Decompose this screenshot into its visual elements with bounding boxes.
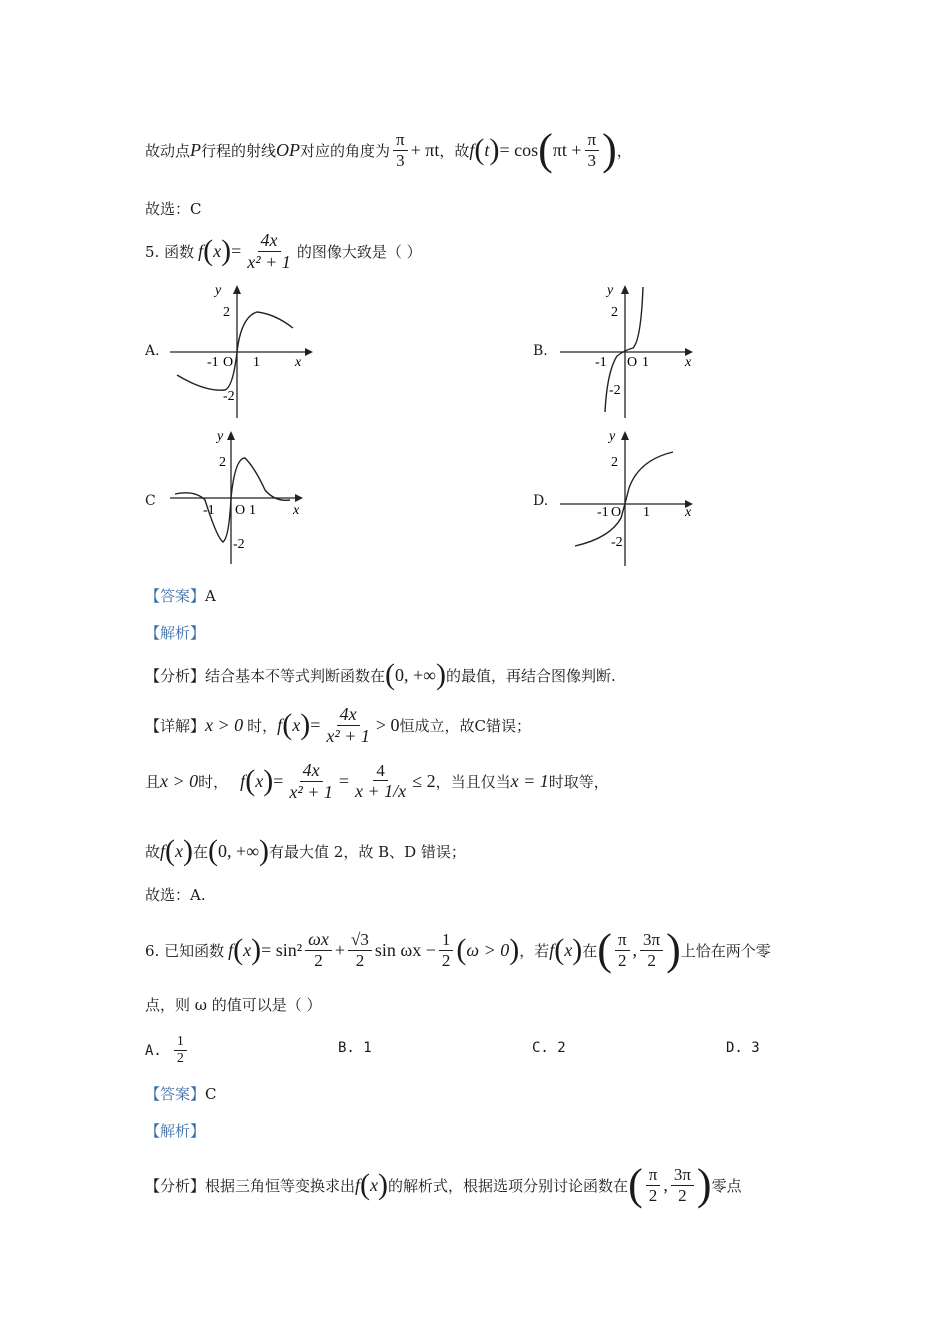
y-arrow <box>621 431 629 440</box>
y-label: y <box>215 283 222 298</box>
answer-line-2: 【答案】 C <box>145 1084 217 1103</box>
curve <box>175 458 290 542</box>
math: πt + <box>552 139 582 160</box>
var-op: OP <box>276 139 301 160</box>
graph-c <box>165 428 315 568</box>
tick-m1: -1 <box>595 355 607 370</box>
tick-m2: -2 <box>233 537 245 552</box>
tick-1: 1 <box>642 355 649 370</box>
tick-m2: -2 <box>609 383 621 398</box>
option-b: B. 1 <box>338 1040 372 1056</box>
tick-m2: -2 <box>223 389 235 404</box>
option-a: A. $\frac{1}{2}$ <box>145 1034 190 1067</box>
x-label: x <box>685 355 692 370</box>
text: 对应的角度为 <box>300 141 391 160</box>
y-label: y <box>609 429 616 444</box>
math: + πt <box>410 139 440 160</box>
y-arrow <box>621 285 629 294</box>
origin-label: O <box>223 355 234 370</box>
fenxi-line: 【分析】 结合基本不等式判断函数在 ( 0, +∞ ) 的最值，再结合图像判断. <box>145 658 616 691</box>
tick-2: 2 <box>223 305 230 320</box>
answer-value: A <box>205 586 216 605</box>
solution-line-angle: 故动点 P 行程的射线 OP 对应的角度为 $\frac{\pi}{3}$ + πt ，故 f ( t ) = cos ( πt + $\frac{\pi}{3}$ ) ， <box>145 125 632 174</box>
text: 故选：C <box>145 200 202 218</box>
x-label: x <box>295 355 302 370</box>
y-label: y <box>607 283 614 298</box>
x-label: x <box>293 503 300 518</box>
text: 故动点 <box>145 141 191 160</box>
text: ， <box>616 141 632 160</box>
x-arrow <box>305 348 313 356</box>
tick-1: 1 <box>249 503 256 518</box>
tick-1: 1 <box>643 505 650 520</box>
analysis-heading: 【解析】 <box>145 624 206 642</box>
xiangjie-line: 【详解】 x > 0 时， f ( x ) = $\frac{4x}{\text{x² + 1}}$ > 0 恒成立，故C错误； <box>145 704 532 746</box>
tick-2: 2 <box>219 455 226 470</box>
var-t: t <box>484 139 490 160</box>
graph-a <box>165 282 315 422</box>
answer-tag: 【答案】 <box>145 587 206 605</box>
var-p: P <box>190 139 202 160</box>
inequality-line: 且 x > 0 时， f ( x ) = $\frac{4x}{\text{x² + 1}}$ = $\frac{4}{x + 1/x}$ ≤ 2 ，当且仅当 x = 1 时取等， <box>145 760 609 802</box>
x-arrow <box>295 494 303 502</box>
option-b-label: B. <box>533 343 548 359</box>
text: 的图像大致是（ ） <box>296 242 422 261</box>
tick-1: 1 <box>253 355 260 370</box>
graph-b <box>555 282 705 422</box>
y-arrow <box>227 431 235 440</box>
curve <box>177 312 293 390</box>
y-arrow <box>233 285 241 294</box>
math: = cos <box>499 139 539 160</box>
origin-label: O <box>611 505 622 520</box>
origin-label: O <box>235 503 246 518</box>
analysis-heading-2: 【解析】 <box>145 1122 206 1140</box>
graph-d <box>555 428 705 568</box>
option-c: C. 2 <box>532 1040 566 1056</box>
option-c-label: C <box>145 493 156 509</box>
y-label: y <box>217 429 224 444</box>
option-a-label: A. <box>145 343 160 359</box>
fenxi-line-2: 【分析】 根据三角恒等变换求出 f ( x ) 的解析式，根据选项分别讨论函数在 ( $\frac{\pi}{2}$ , $\frac{3\pi}{2}$ ) 零点 <box>145 1160 742 1209</box>
tick-2: 2 <box>611 455 618 470</box>
fraction-pi-3: $\frac{\pi}{3}$ <box>585 130 600 170</box>
answer-line <box>145 585 216 606</box>
fraction-pi-3: $\frac{\pi}{3}$ <box>393 130 408 170</box>
question-5: 5. 函数 f ( x ) = $\frac{4x}{\text{x² + 1}}$ 的图像大致是（ ） <box>145 230 422 272</box>
option-d: D. 3 <box>726 1040 760 1056</box>
choice-line-2: 故选：A. <box>145 886 206 904</box>
option-d-label: D. <box>533 493 549 509</box>
max-line: 故 f ( x ) 在 ( 0, +∞ ) 有最大值 2，故 B、D 错误； <box>145 834 466 867</box>
tick-m2: -2 <box>611 535 623 550</box>
x-label: x <box>685 505 692 520</box>
question-6: 6. 已知函数 f ( x ) = sin² $\frac{\omega x}{2}$ + $\frac{√3}{2}$ sin ωx − $\frac{1}{2}$ ( ω > 0 ) ，若 f ( x ) 在 ( $\frac{\pi}{2}$ , $\frac{3\pi}{2}$ ) 上恰在两个零 <box>145 925 771 974</box>
text: ，故 <box>439 141 470 160</box>
var-f: f <box>469 139 475 160</box>
tick-m1: -1 <box>203 503 215 518</box>
tick-2: 2 <box>611 305 618 320</box>
origin-label: O <box>627 355 638 370</box>
question-6-cont: 点，则 ω 的值可以是（ ） <box>145 996 322 1014</box>
question-number: 5. 函数 <box>145 242 195 261</box>
text: 行程的射线 <box>201 141 277 160</box>
tick-m1: -1 <box>207 355 219 370</box>
fraction: $\frac{4x}{\text{x² + 1}}$ <box>247 230 291 272</box>
curve <box>575 452 673 546</box>
choice-line <box>145 198 201 219</box>
tick-m1: -1 <box>597 505 609 520</box>
